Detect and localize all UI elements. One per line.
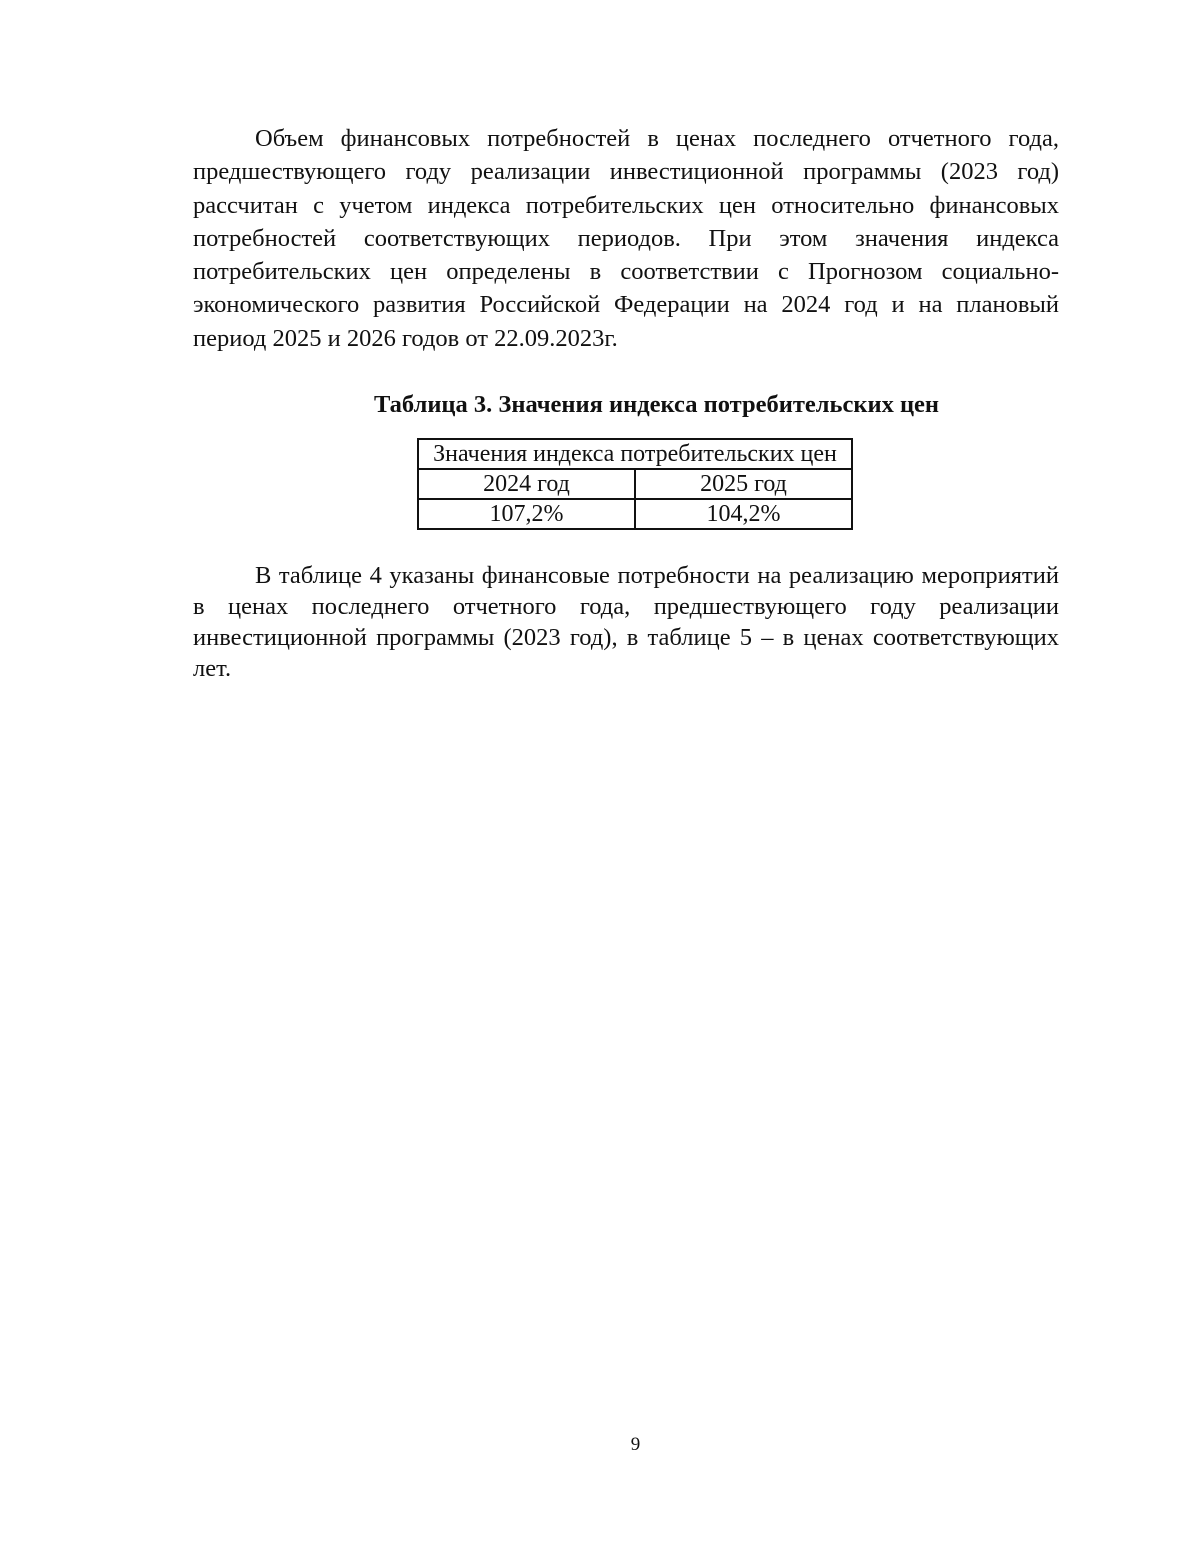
paragraph-financial-needs: Объем финансовых потребностей в ценах последнего отчетного года, предшествующего году реализации инвестиционной программы (2023 год) рассчитан с учетом индекса потребительских цен относительно финансовых потребностей соответствующих периодов. При этом значения индекса потребительских цен определены в соответствии с Прогнозом социально-экономического развития Российской Федерации на 2024 год и на плановый период 2025 и 2026 годов от 22.09.2023г. <box>193 125 1059 352</box>
table-cell-year-2024: 2024 год <box>418 469 635 499</box>
table-title: Таблица 3. Значения индекса потребительских цен <box>373 391 940 418</box>
table-row <box>418 469 852 499</box>
page-number: 9 <box>630 1434 641 1455</box>
table-row <box>418 499 852 529</box>
table-header-row <box>418 439 852 469</box>
table-cell-value-2025: 104,2% <box>635 499 852 529</box>
cpi-table <box>417 438 853 530</box>
paragraph-table-references: В таблице 4 указаны финансовые потребности на реализацию мероприятий в ценах последнего отчетного года, предшествующего году реализации инвестиционной программы (2023 год), в таблице 5 – в ценах соответствующих лет. <box>193 562 1059 682</box>
table-header-cell: Значения индекса потребительских цен <box>418 439 852 469</box>
table-cell-value-2024: 107,2% <box>418 499 635 529</box>
table-cell-year-2025: 2025 год <box>635 469 852 499</box>
